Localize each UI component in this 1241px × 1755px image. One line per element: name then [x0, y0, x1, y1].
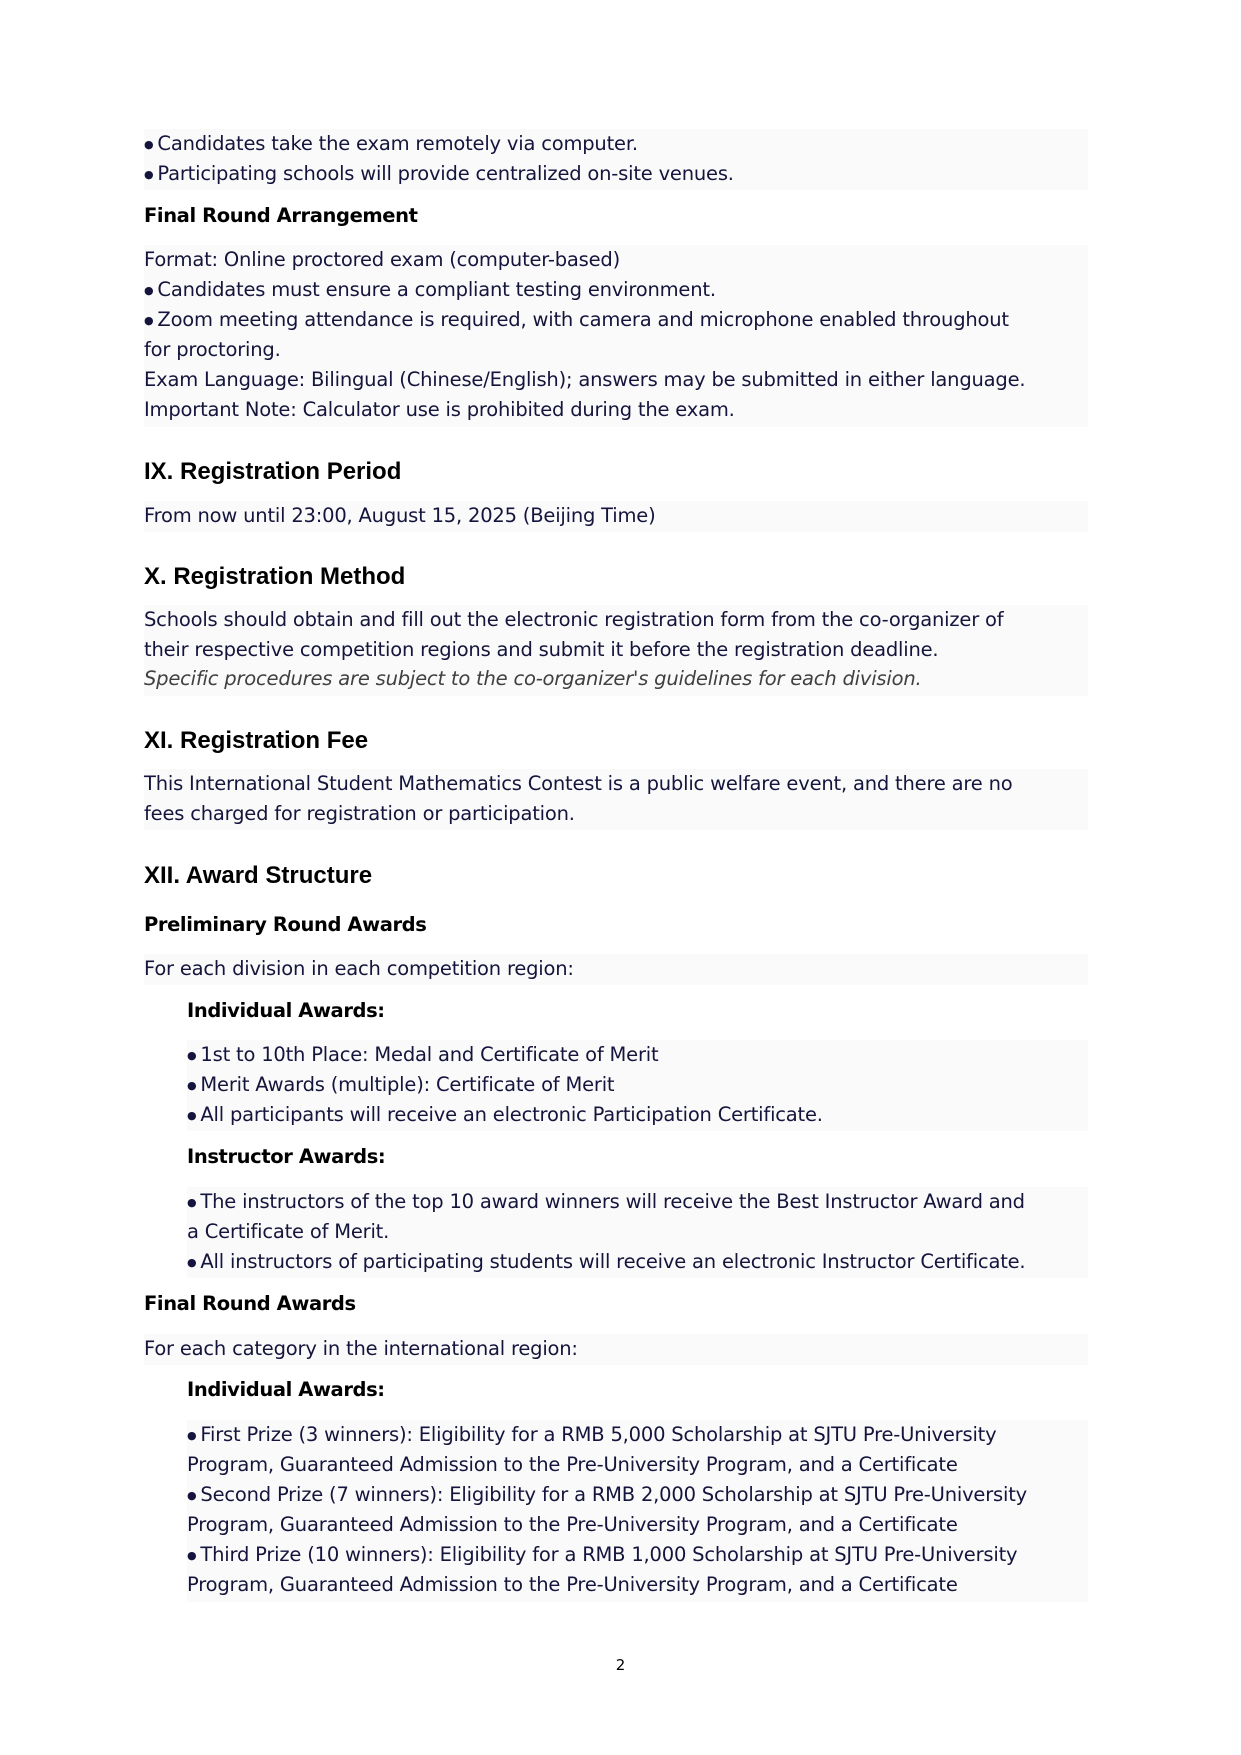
registration-period-heading: IX. Registration Period	[144, 458, 402, 485]
list-item: ● Second Prize (7 winners): Eligibility for a RMB 2,000 Scholarship at SJTU Pre-University	[187, 1480, 1027, 1510]
format-line: Format: Online proctored exam (computer-based)	[144, 248, 620, 271]
registration-method-note: Specific procedures are subject to the co-organizer's guidelines for each division.	[144, 667, 922, 690]
registration-fee-heading: XI. Registration Fee	[144, 727, 369, 754]
registration-period-box	[144, 501, 1088, 532]
registration-fee-line: This International Student Mathematics Contest is a public welfare event, and there are no	[144, 772, 1013, 795]
preliminary-intro-text: For each division in each competition region:	[144, 957, 574, 980]
registration-method-heading: X. Registration Method	[144, 563, 406, 590]
preliminary-intro-box	[144, 954, 1088, 985]
list-item: ● The instructors of the top 10 award winners will receive the Best Instructor Award and	[187, 1187, 1025, 1217]
list-item: ● Zoom meeting attendance is required, with camera and microphone enabled throughout	[144, 305, 1009, 335]
preliminary-instructor-awards-box	[187, 1187, 1088, 1278]
registration-period-text: From now until 23:00, August 15, 2025 (Beijing Time)	[144, 504, 656, 527]
preliminary-individual-awards-heading: Individual Awards:	[187, 999, 385, 1022]
important-note-line: Important Note: Calculator use is prohibited during the exam.	[144, 398, 735, 421]
final-individual-awards-heading: Individual Awards:	[187, 1378, 385, 1401]
list-item: ● All instructors of participating students will receive an electronic Instructor Certificate.	[187, 1247, 1025, 1277]
list-item: ● Third Prize (10 winners): Eligibility for a RMB 1,000 Scholarship at SJTU Pre-University	[187, 1540, 1017, 1570]
registration-method-line: their respective competition regions and submit it before the registration deadline.	[144, 638, 939, 661]
preliminary-awards-heading: Preliminary Round Awards	[144, 913, 427, 936]
page-number: 2	[615, 1656, 626, 1674]
final-round-arrangement-heading: Final Round Arrangement	[144, 204, 418, 227]
list-item: ● 1st to 10th Place: Medal and Certificate of Merit	[187, 1040, 658, 1070]
list-item: ● First Prize (3 winners): Eligibility for a RMB 5,000 Scholarship at SJTU Pre-University	[187, 1420, 996, 1450]
final-intro-text: For each category in the international region:	[144, 1337, 578, 1360]
list-item-continuation: for proctoring.	[144, 338, 281, 361]
final-intro-box	[144, 1334, 1088, 1365]
list-item: ● Participating schools will provide centralized on-site venues.	[144, 159, 734, 189]
final-individual-awards-box	[187, 1420, 1088, 1602]
final-round-arrangement-box	[144, 245, 1088, 427]
registration-method-line: Schools should obtain and fill out the electronic registration form from the co-organizer of	[144, 608, 1004, 631]
preliminary-instructor-awards-heading: Instructor Awards:	[187, 1145, 386, 1168]
list-item: ● Candidates must ensure a compliant testing environment.	[144, 275, 716, 305]
award-structure-heading: XII. Award Structure	[144, 862, 373, 889]
registration-method-box	[144, 605, 1088, 696]
list-item-continuation: Program, Guaranteed Admission to the Pre-University Program, and a Certificate	[187, 1453, 958, 1476]
registration-fee-box	[144, 769, 1088, 830]
preliminary-individual-awards-box	[187, 1040, 1088, 1131]
list-item-continuation: Program, Guaranteed Admission to the Pre-University Program, and a Certificate	[187, 1573, 958, 1596]
list-item-continuation: Program, Guaranteed Admission to the Pre-University Program, and a Certificate	[187, 1513, 958, 1536]
registration-fee-line: fees charged for registration or participation.	[144, 802, 575, 825]
list-item-continuation: a Certificate of Merit.	[187, 1220, 390, 1243]
venue-list-box	[144, 129, 1088, 190]
list-item: ● Merit Awards (multiple): Certificate of Merit	[187, 1070, 614, 1100]
list-item: ● Candidates take the exam remotely via computer.	[144, 129, 638, 159]
final-awards-heading: Final Round Awards	[144, 1292, 356, 1315]
list-item: ● All participants will receive an electronic Participation Certificate.	[187, 1100, 823, 1130]
exam-language-line: Exam Language: Bilingual (Chinese/English); answers may be submitted in either language.	[144, 368, 1026, 391]
